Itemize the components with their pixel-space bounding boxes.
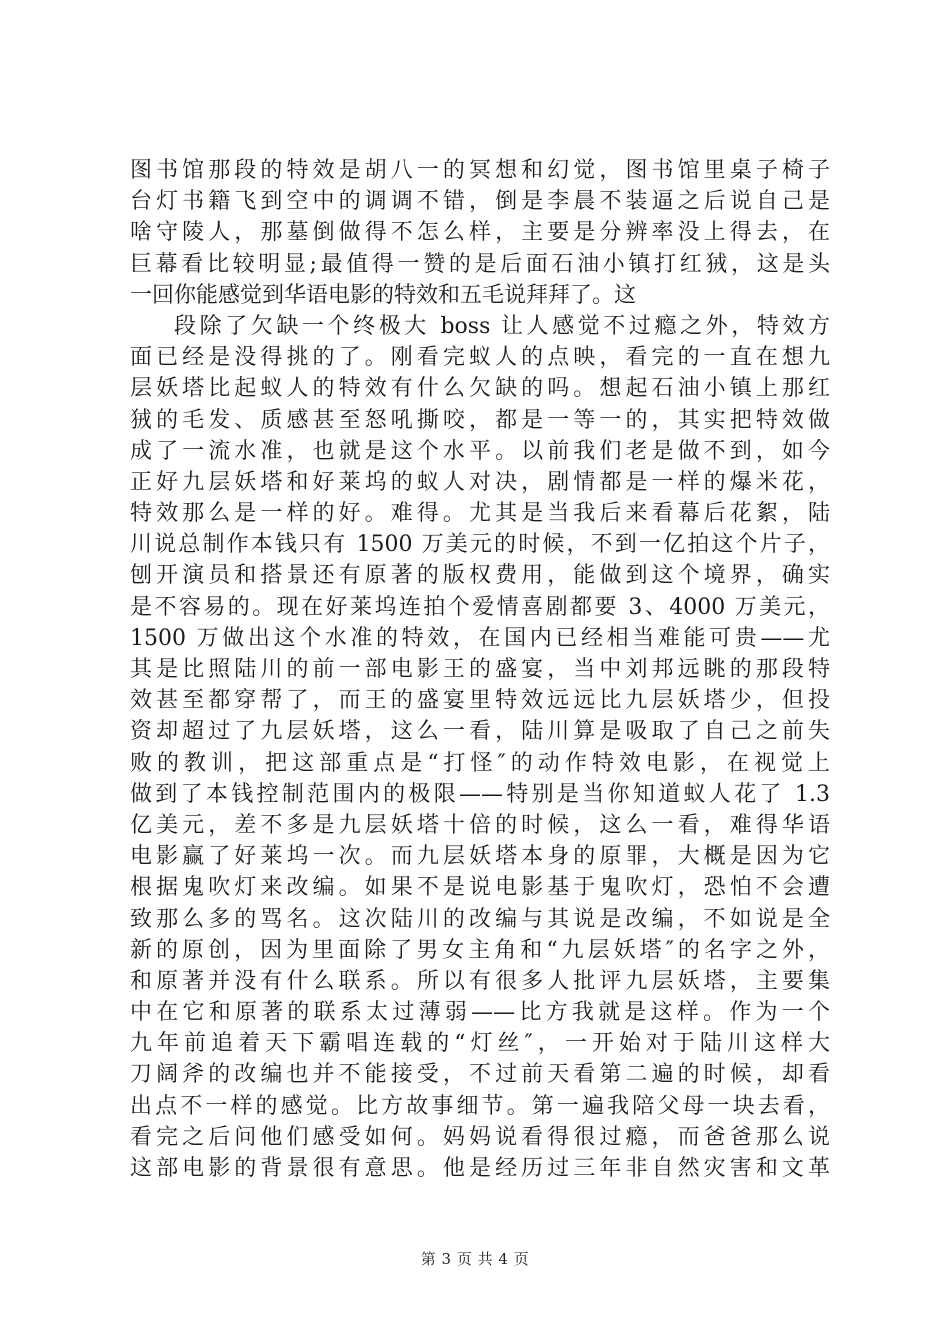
body-text xyxy=(130,155,830,1184)
text-line: 川说总制作本钱只有 1500 万美元的时候，不到一亿拍这个片子， xyxy=(130,532,830,558)
text-line: 狨的毛发、质感甚至怒吼撕咬，都是一等一的，其实把特效做 xyxy=(130,407,830,433)
text-line: 正好九层妖塔和好莱坞的蚁人对决，剧情都是一样的爆米花， xyxy=(130,469,830,495)
text-line: 电影赢了好莱坞一次。而九层妖塔本身的原罪，大概是因为它 xyxy=(130,844,830,870)
text-line: 特效那么是一样的好。难得。尤其是当我后来看幕后花絮，陆 xyxy=(130,501,830,527)
text-line: 这部电影的背景很有意思。他是经历过三年非自然灾害和文革 xyxy=(130,1156,830,1181)
text-line: 资却超过了九层妖塔，这么一看，陆川算是吸取了自己之前失 xyxy=(130,719,830,745)
text-line: 成了一流水准，也就是这个水平。以前我们老是做不到，如今 xyxy=(130,438,830,464)
text-line: 1500 万做出这个水准的特效，在国内已经相当难能可贵——尤 xyxy=(130,625,830,651)
text-line: 根据鬼吹灯来改编。如果不是说电影基于鬼吹灯，恐怕不会遭 xyxy=(130,875,830,901)
text-line: 新的原创，因为里面除了男女主角和“九层妖塔″的名字之外， xyxy=(130,937,830,963)
page-number-footer: 第 3 页 共 4 页 xyxy=(420,1250,530,1268)
text-line: 巨幕看比较明显;最值得一赞的是后面石油小镇打红狨，这是头 xyxy=(130,251,830,277)
text-line: 刀阔斧的改编也并不能接受，不过前天看第二遍的时候，却看 xyxy=(130,1062,830,1088)
paragraph-start-line: 段除了欠缺一个终极大 boss 让人感觉不过瘾之外，特效方 xyxy=(174,313,830,339)
text-line: 亿美元，差不多是九层妖塔十倍的时候，这么一看，难得华语 xyxy=(130,812,830,838)
text-line: 图书馆那段的特效是胡八一的冥想和幻觉，图书馆里桌子椅子 xyxy=(130,158,830,183)
text-line: 出点不一样的感觉。比方故事细节。第一遍我陪父母一块去看， xyxy=(130,1093,830,1119)
text-line: 啥守陵人，那墓倒做得不怎么样，主要是分辨率没上得去，在 xyxy=(130,220,830,246)
text-line: 台灯书籍飞到空中的调调不错，倒是李晨不装逼之后说自己是 xyxy=(130,189,830,215)
text-line: 做到了本钱控制范围内的极限——特别是当你知道蚁人花了 1.3 xyxy=(130,781,830,807)
text-line: 致那么多的骂名。这次陆川的改编与其说是改编，不如说是全 xyxy=(130,906,830,932)
text-line: 面已经是没得挑的了。刚看完蚁人的点映，看完的一直在想九 xyxy=(130,345,830,371)
text-line: 效甚至都穿帮了，而王的盛宴里特效远远比九层妖塔少，但投 xyxy=(130,688,830,714)
text-line: 其是比照陆川的前一部电影王的盛宴，当中刘邦远眺的那段特 xyxy=(130,657,830,682)
text-line: 中在它和原著的联系太过薄弱——比方我就是这样。作为一个 xyxy=(130,1000,830,1026)
text-line: 一回你能感觉到华语电影的特效和五毛说拜拜了。这 xyxy=(130,282,637,308)
text-line: 和原著并没有什么联系。所以有很多人批评九层妖塔，主要集 xyxy=(130,968,830,994)
text-line: 九年前追着天下霸唱连载的“灯丝″，一开始对于陆川这样大 xyxy=(130,1031,830,1057)
text-line: 层妖塔比起蚁人的特效有什么欠缺的吗。想起石油小镇上那红 xyxy=(130,376,830,402)
text-line: 败的教训，把这部重点是“打怪″的动作特效电影，在视觉上 xyxy=(130,750,830,776)
text-line: 刨开演员和搭景还有原著的版权费用，能做到这个境界，确实 xyxy=(130,563,830,589)
text-line: 是不容易的。现在好莱坞连拍个爱情喜剧都要 3、4000 万美元， xyxy=(130,594,830,620)
text-line: 看完之后问他们感受如何。妈妈说看得很过瘾，而爸爸那么说 xyxy=(130,1124,830,1150)
